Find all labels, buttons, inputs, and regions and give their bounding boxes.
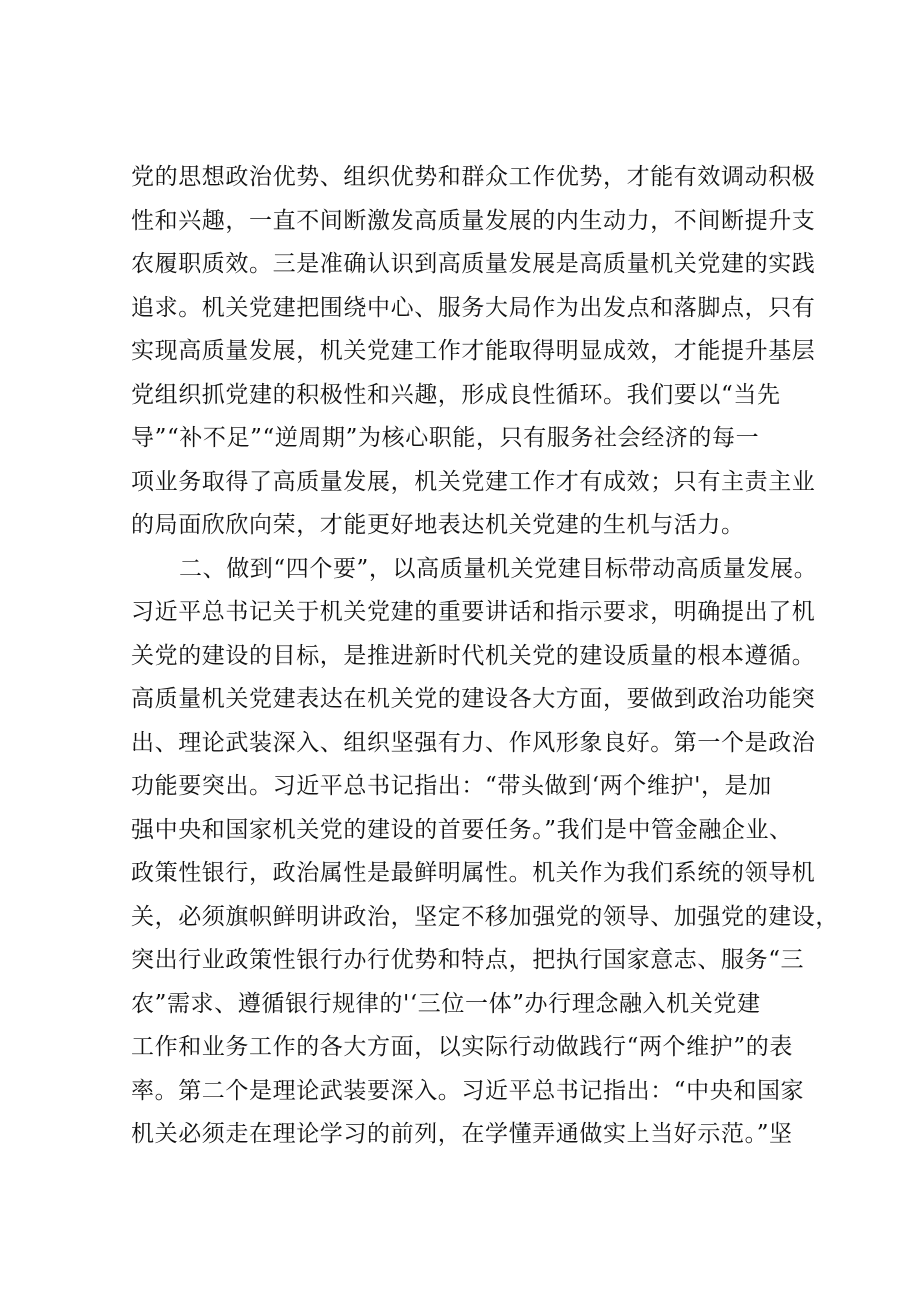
paragraph-1-line: 农履职质效。三是准确认识到高质量发展是高质量机关党建的实践 (131, 251, 816, 277)
paragraph-2-line: 出、理论武装深入、组织坚强有力、作风形象良好。第一个是政治 (131, 729, 816, 756)
paragraph-2-line: 强中央和国家机关党的建设的首要任务。”我们是中管金融企业、 (131, 816, 793, 843)
paragraph-1-line: 实现高质量发展，机关党建工作才能取得明显成效，才能提升基层 (131, 338, 816, 364)
paragraph-2-line: 农”需求、遵循银行规律的'‘三位一体”办行理念融入机关党建 (131, 990, 761, 1017)
document-body (131, 156, 839, 1157)
paragraph-2-line: 习近平总书记关于机关党建的重要讲话和指示要求，明确提出了机 (131, 599, 816, 625)
paragraph-2-line: 率。第二个是理论武装要深入。习近平总书记指出：“中央和国家 (131, 1077, 805, 1104)
paragraph-1-line: 性和兴趣，一直不间断激发高质量发展的内生动力，不间断提升支 (131, 207, 816, 234)
paragraph-1-line: 的局面欣欣向荣，才能更好地表达机关党建的生机与活力。 (131, 512, 745, 538)
paragraph-2-line: 功能要突出。习近平总书记指出：“带头做到‘两个维护'，是加 (131, 773, 772, 799)
paragraph-2-line: 突出行业政策性银行办行优势和特点，把执行国家意志、服务“三 (131, 947, 805, 973)
paragraph-1-line: 党的思想政治优势、组织优势和群众工作优势，才能有效调动积极 (131, 164, 816, 190)
paragraph-2-line: 关党的建设的目标，是推进新时代机关党的建设质量的根本遵循。 (131, 642, 816, 669)
paragraph-2-line: 工作和业务工作的各大方面，以实际行动做践行“两个维护”的表 (131, 1034, 793, 1060)
paragraph-2-heading-line: 二、做到“四个要”，以高质量机关党建目标带动高质量发展。 (179, 555, 818, 582)
paragraph-1-line: 追求。机关党建把围绕中心、服务大局作为出发点和落脚点，只有 (131, 294, 816, 321)
paragraph-1-line: 党组织抓党建的积极性和兴趣，形成良性循环。我们要以“当先 (131, 381, 781, 408)
paragraph-2-line: 机关必须走在理论学习的前列，在学懂弄通做实上当好示范。”坚 (131, 1121, 793, 1147)
paragraph-1-line: 项业务取得了高质量发展，机关党建工作才有成效；只有主责主业 (131, 468, 816, 495)
paragraph-2-line: 高质量机关党建表达在机关党的建设各大方面，要做到政治功能突 (131, 686, 816, 712)
paragraph-1-line: 导”“补不足”“逆周期”为核心职能，只有服务社会经济的每一 (131, 425, 760, 451)
paragraph-2-line: 政策性银行，政治属性是最鲜明属性。机关作为我们系统的领导机 (131, 860, 816, 886)
paragraph-2-line: 关，必须旗帜鲜明讲政治，坚定不移加强党的领导、加强党的建设， (131, 903, 839, 930)
